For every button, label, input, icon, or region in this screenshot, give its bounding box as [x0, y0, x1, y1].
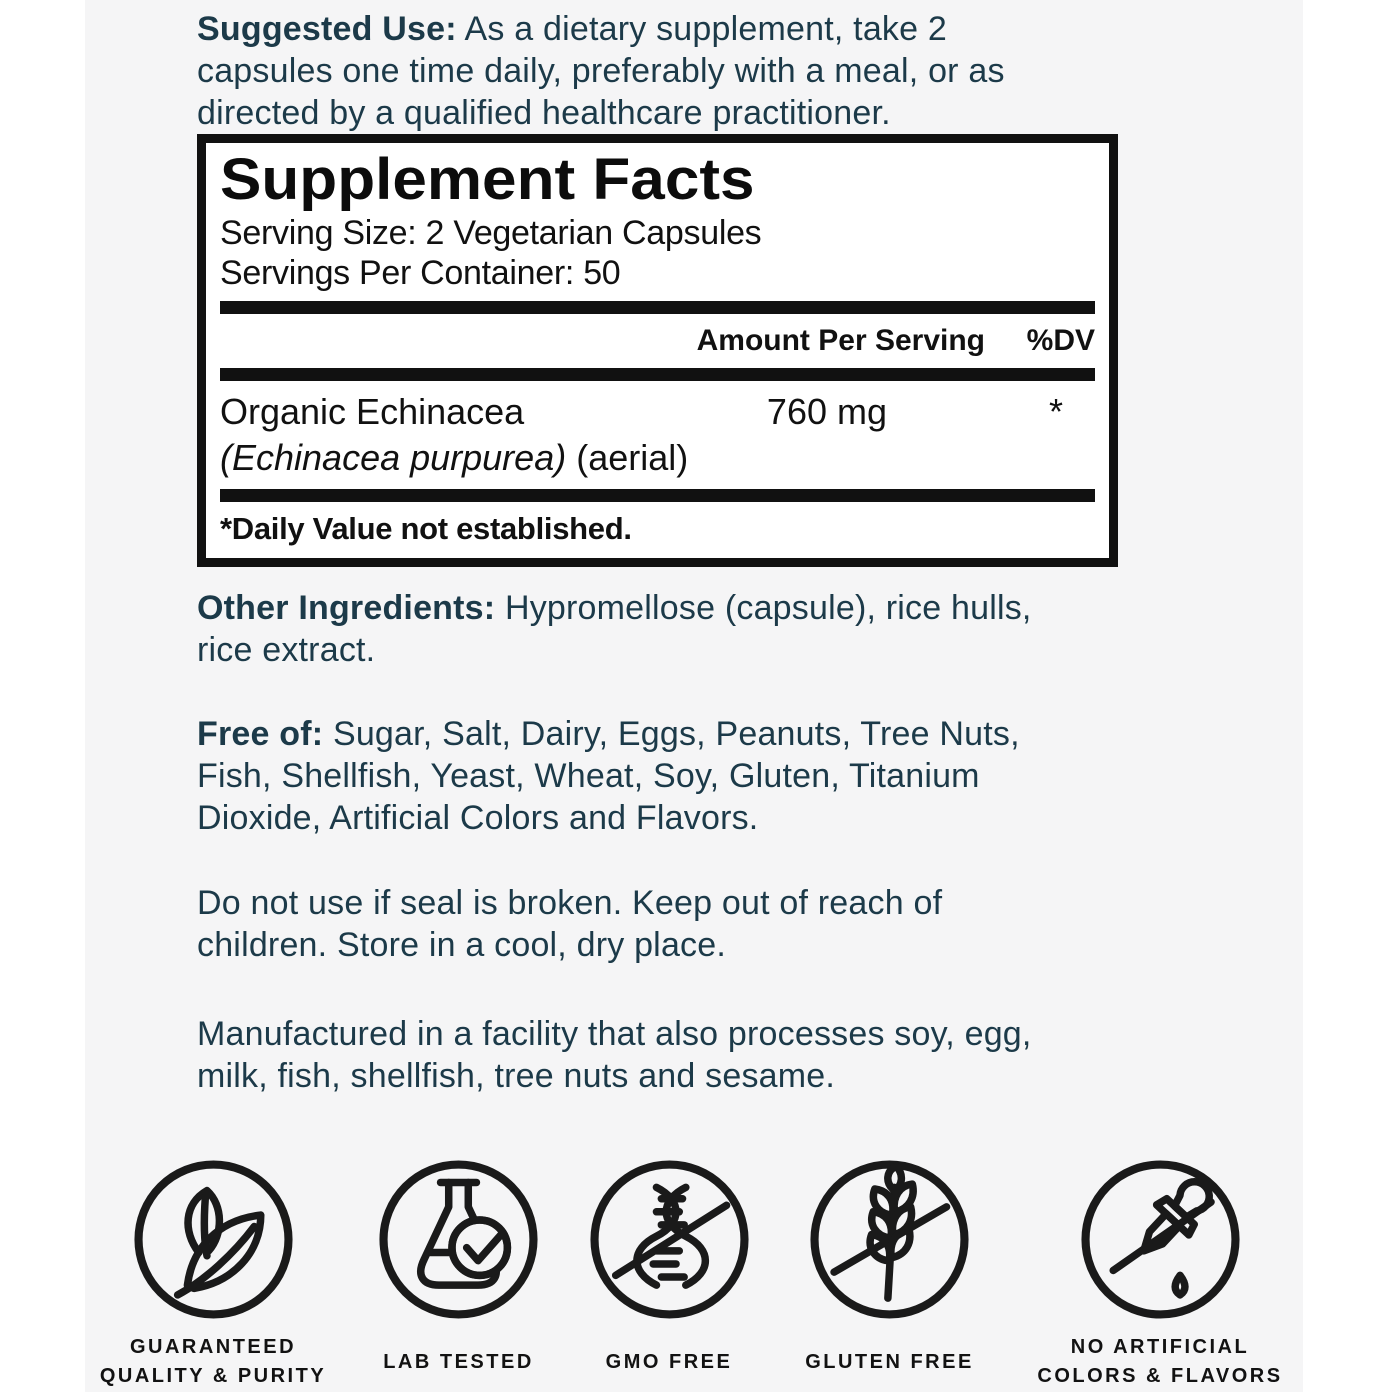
storage-warning-text: children. Store in a cool, dry place. [197, 926, 727, 964]
ingredient-amount: 760 mg [766, 391, 887, 432]
storage-warning-text: Do not use if seal is broken. Keep out of reach of [197, 884, 943, 922]
ingredient-dv: * [1048, 391, 1063, 432]
serving-size: Serving Size: 2 Vegetarian Capsules [220, 214, 762, 252]
suggested-use-paragraph [197, 8, 1303, 134]
suggested-use-text: As a dietary supplement, take 2 [464, 10, 947, 48]
free-of-text: Fish, Shellfish, Yeast, Wheat, Soy, Gluten, Titanium [197, 757, 980, 795]
ingredient-plant-part: (aerial) [576, 437, 689, 478]
facts-header-row [220, 322, 1095, 360]
badge-no-artificial-colors-flavors [1025, 1158, 1295, 1391]
other-ingredients-text: rice extract. [197, 631, 376, 669]
wheat-crossed-icon [808, 1158, 971, 1321]
amount-per-serving-header: Amount Per Serving [696, 324, 985, 357]
other-ingredients-paragraph [197, 587, 1303, 671]
divider-bar [220, 489, 1095, 502]
badge-label: NO ARTIFICIAL COLORS & FLAVORS [1037, 1336, 1283, 1387]
dropper-crossed-icon [1079, 1158, 1242, 1321]
dna-crossed-icon [588, 1158, 751, 1321]
allergen-facility-text: milk, fish, shellfish, tree nuts and sesame. [197, 1057, 836, 1095]
ingredient-botanical-line [220, 435, 1095, 481]
free-of-text: Sugar, Salt, Dairy, Eggs, Peanuts, Tree Nuts, [332, 715, 1020, 753]
flask-check-icon [377, 1158, 540, 1321]
ingredient-name: Organic Echinacea [220, 391, 525, 432]
free-of-text: Dioxide, Artificial Colors and Flavors. [197, 799, 759, 837]
supplement-facts-panel [197, 134, 1118, 567]
label-content [85, 0, 1303, 1097]
badge-label: GMO FREE [605, 1350, 733, 1373]
supplement-facts-title: Supplement Facts [220, 147, 755, 212]
suggested-use-heading: Suggested Use: [197, 10, 457, 48]
suggested-use-text: capsules one time daily, preferably with a meal, or as [197, 52, 1005, 90]
leaf-icon [132, 1158, 295, 1321]
servings-per-container: Servings Per Container: 50 [220, 254, 621, 292]
badge-label: LAB TESTED [383, 1350, 534, 1373]
badge-label: GUARANTEED QUALITY & PURITY [99, 1336, 327, 1387]
divider-bar [220, 368, 1095, 381]
badge-gmo-free [584, 1158, 754, 1391]
suggested-use-text: directed by a qualified healthcare practitioner. [197, 94, 891, 132]
certification-badges-row [93, 1158, 1295, 1391]
allergen-facility-paragraph [197, 1013, 1303, 1097]
divider-bar [220, 301, 1095, 314]
free-of-heading: Free of: [197, 715, 324, 753]
badge-label: GLUTEN FREE [805, 1350, 974, 1373]
other-ingredients-text: Hypromellose (capsule), rice hulls, [504, 589, 1032, 627]
percent-dv-header: %DV [1026, 324, 1095, 357]
label-panel [85, 0, 1303, 1392]
allergen-facility-text: Manufactured in a facility that also processes soy, egg, [197, 1015, 1032, 1053]
free-of-paragraph [197, 713, 1303, 839]
ingredient-row [220, 389, 1095, 435]
storage-warning-paragraph [197, 882, 1303, 966]
badge-lab-tested [374, 1158, 544, 1391]
daily-value-footnote: *Daily Value not established. [220, 511, 632, 546]
ingredient-latin-name: (Echinacea purpurea) [220, 437, 567, 478]
badge-guaranteed-quality-purity [93, 1158, 333, 1391]
other-ingredients-heading: Other Ingredients: [197, 589, 496, 627]
badge-gluten-free [795, 1158, 985, 1391]
